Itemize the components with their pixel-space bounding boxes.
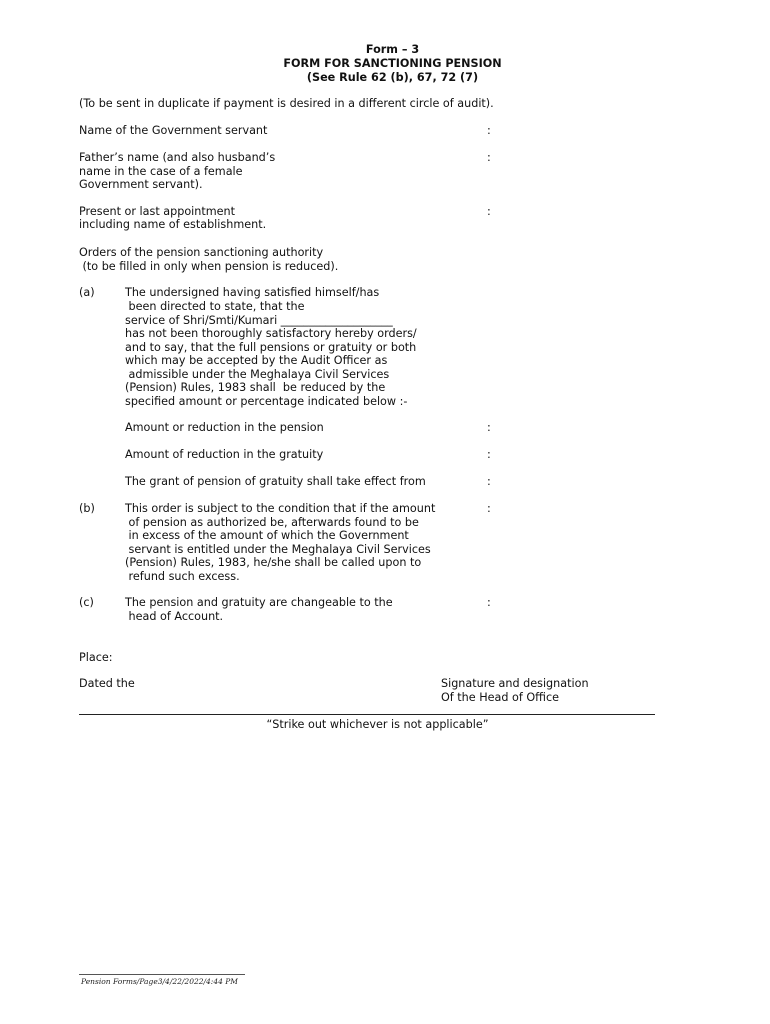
field-label-amount-pension: Amount or reduction in the pension	[125, 421, 324, 434]
page-footer: Pension Forms/Page3/4/22/2022/4:44 PM	[81, 977, 238, 986]
orders-heading-line1: Orders of the pension sanctioning authority	[79, 246, 324, 259]
clause-a-line: and to say, that the full pensions or gratuity or both	[125, 341, 417, 354]
clause-b-line: This order is subject to the condition that if the amount	[125, 502, 436, 515]
intro-note: (To be sent in duplicate if payment is desired in a different circle of audit).	[79, 97, 494, 110]
separator-line	[79, 714, 655, 715]
field-colon-amount-pension: :	[487, 421, 491, 434]
field-colon-clause-c: :	[487, 596, 491, 609]
field-label-appointment-line2: including name of establishment.	[79, 218, 267, 231]
clause-a-line: specified amount or percentage indicated below :-	[125, 395, 408, 408]
field-label-father-line1: Father’s name (and also husband’s	[79, 151, 276, 164]
strike-out-note: “Strike out whichever is not applicable”	[266, 718, 489, 731]
clause-a-marker: (a)	[79, 286, 95, 299]
field-label-father-line2: name in the case of a female	[79, 165, 243, 178]
clause-c-line: The pension and gratuity are changeable to the	[125, 596, 393, 609]
field-label-appointment-line1: Present or last appointment	[79, 205, 236, 218]
clause-a-line: The undersigned having satisfied himself/has	[125, 286, 380, 299]
clause-b-line: of pension as authorized be, afterwards found to be	[125, 516, 419, 529]
clause-b-line: (Pension) Rules, 1983, he/she shall be called upon to	[125, 556, 422, 569]
field-label-amount-gratuity: Amount of reduction in the gratuity	[125, 448, 324, 461]
clause-b-line: servant is entitled under the Meghalaya Civil Services	[125, 543, 431, 556]
clause-a-line: service of Shri/Smti/Kumari ____________________	[125, 314, 393, 327]
clause-b-line: in excess of the amount of which the Government	[125, 529, 409, 542]
field-colon-name: :	[487, 124, 491, 137]
clause-b-marker: (b)	[79, 502, 95, 515]
signature-line1: Signature and designation	[441, 677, 589, 690]
field-label-father-line3: Government servant).	[79, 178, 203, 191]
place-label: Place:	[79, 651, 113, 664]
form-title: FORM FOR SANCTIONING PENSION	[283, 57, 502, 70]
footer-rule	[79, 974, 245, 975]
clause-a-line: been directed to state, that the	[125, 300, 305, 313]
clause-a-line: (Pension) Rules, 1983 shall be reduced by the	[125, 381, 386, 394]
field-colon-clause-b: :	[487, 502, 491, 515]
dated-label: Dated the	[79, 677, 135, 690]
signature-line2: Of the Head of Office	[441, 691, 560, 704]
clause-c-line: head of Account.	[125, 610, 224, 623]
field-colon-father: :	[487, 151, 491, 164]
clause-c-marker: (c)	[79, 596, 94, 609]
clause-a-line: has not been thoroughly satisfactory hereby orders/	[125, 327, 417, 340]
form-rule-reference: (See Rule 62 (b), 67, 72 (7)	[306, 71, 479, 84]
clause-a-line: which may be accepted by the Audit Officer as	[125, 354, 388, 367]
orders-heading-line2: (to be filled in only when pension is reduced).	[79, 260, 339, 273]
field-colon-effect-date: :	[487, 475, 491, 488]
form-number: Form – 3	[365, 43, 420, 56]
field-label-name: Name of the Government servant	[79, 124, 268, 137]
field-colon-appointment: :	[487, 205, 491, 218]
clause-a-line: admissible under the Meghalaya Civil Services	[125, 368, 390, 381]
field-label-effect-date: The grant of pension of gratuity shall take effect from	[125, 475, 426, 488]
field-colon-amount-gratuity: :	[487, 448, 491, 461]
clause-b-line: refund such excess.	[125, 570, 240, 583]
